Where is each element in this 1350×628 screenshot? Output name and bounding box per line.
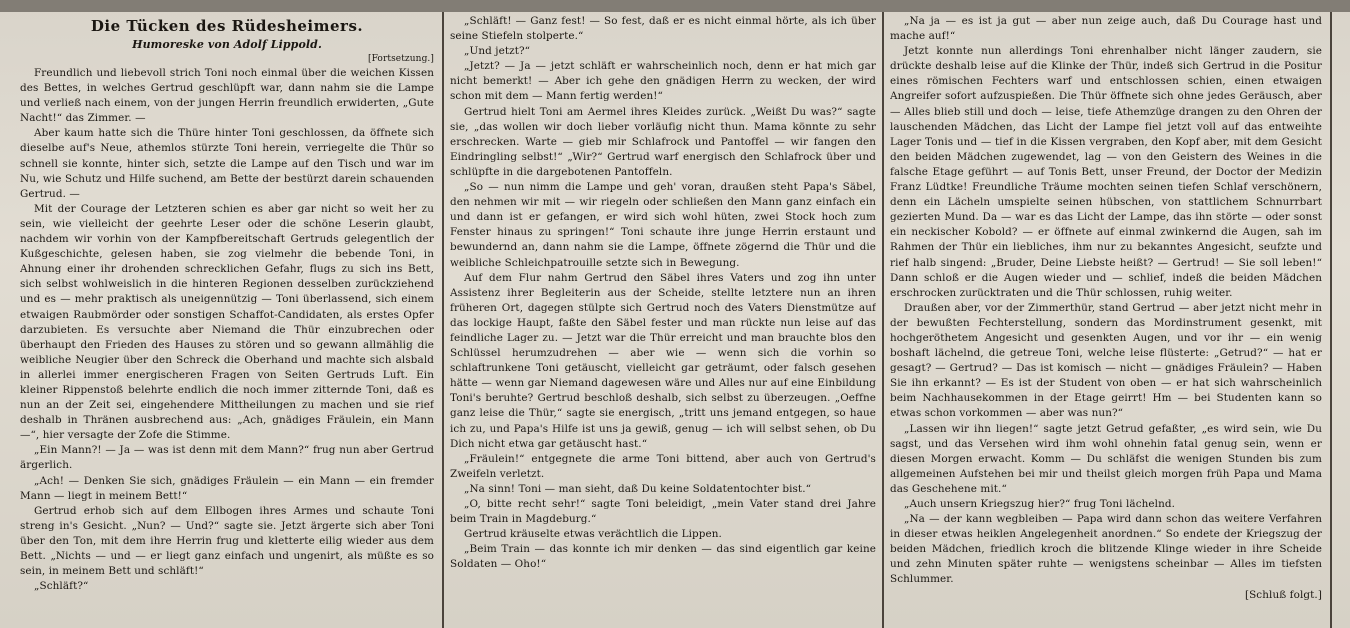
paragraph: Aber kaum hatte sich die Thüre hinter Toni geschlossen, da öffnete sich dieselbe auf's Neue, athemlos stürzte Toni herein, verriegelte die Thür so schnell sie konnte, hinter sich, setzte die Lampe auf den Tisch und war im Nu, wie Schutz und Hilfe suchend, am Bette der bestürzt darein schauenden Gertrud. —	[20, 127, 434, 200]
paragraph: „Ein Mann?! — Ja — was ist denn mit dem Mann?“ frug nun aber Gertrud ärgerlich.	[20, 444, 434, 472]
paragraph: Freundlich und liebevoll strich Toni noch einmal über die weichen Kissen des Bettes, in welches Gertrud geschlüpft war, dann nahm sie die Lampe und verließ nach einem, von der jungen Herrin freundlich erwiderten, „Gute Nacht!“ das Zimmer. —	[20, 67, 434, 125]
article-subtitle: Humoreske von Adolf Lippold.	[132, 38, 322, 51]
column-divider	[442, 12, 444, 628]
top-cropped-strip	[0, 0, 1350, 12]
article-title: Die Tücken des Rüdesheimers.	[90, 17, 364, 35]
paragraph: Gertrud hielt Toni am Aermel ihres Kleides zurück. „Weißt Du was?“ sagte sie, „das wollen wir doch lieber vorläufig nicht thun. Mama könnte zu sehr erschrecken. Warte — gieb mir Schlafrock und Pantoffel — wir fangen den Eindringling selbst!“ „Wir?“ Gertrud warf energisch den Schlafrock über und schlüpfte in die dargebotenen Pantoffeln.	[450, 105, 876, 178]
paragraph: „Na sinn! Toni — man sieht, daß Du keine Soldatentochter bist.“	[464, 482, 812, 495]
paragraph: „Ach! — Denken Sie sich, gnädiges Fräulein — ein Mann — ein fremder Mann — liegt in meinem Bett!“	[20, 474, 434, 502]
paragraph: „Jetzt? — Ja — jetzt schläft er wahrscheinlich noch, denn er hat mich gar nicht bemerkt! — Aber ich gehe den gnädigen Herrn zu wecken, der wird schon mit dem — Mann fertig werden!“	[450, 60, 876, 103]
column-divider	[882, 12, 884, 628]
paragraph: Mit der Courage der Letzteren schien es aber gar nicht so weit her zu sein, wie vielleicht der geehrte Leser oder die schöne Leserin glaubt, nachdem wir vorhin von der Kampfbereitschaft Gertruds gelegentlich der Kußgeschichte, gelesen haben, sie zog vielmehr die bebende Toni, in Ahnung einer ihr drohenden schrecklichen Gefahr, flugs zu sich ins Bett, sich selbst wohlweislich in die hinteren Regionen desselben zurückziehend und es — mehr praktisch als uneigennützig — Toni überlassend, sich einem etwaigen Raubmörder oder sonstigen Schaffot-Candidaten, als erstes Opfer darzubieten. Es versuchte aber Niemand die Thür einzubrechen oder überhaupt den Frieden des Hauses zu stören und so gewann allmählig die weibliche Neugier über den Schreck die Oberhand und machte sich alsbald in allerlei immer energischeren Fragen von Seiten Gertruds Luft. Ein kleiner Rippenstoß belehrte endlich die noch immer zitternde Toni, daß es nun an der Zeit sei, eingehendere Mittheilungen zu machen und sie rief deshalb in Thränen ausbrechend aus: „Ach, gnädiges Fräulein, ein Mann —“, hier versagte der Zofe die Stimme.	[20, 202, 434, 442]
end-note: [Schluß folgt.]	[1244, 588, 1322, 601]
paragraph: „Schläft?“	[34, 580, 89, 593]
paragraph: Gertrud erhob sich auf dem Ellbogen ihres Armes und schaute Toni streng in's Gesicht. „Nun? — Und?“ sagte sie. Jetzt ärgerte sich aber Toni über den Ton, mit dem ihre Herrin frug und kletterte eilig wieder aus dem Bett. „Nichts — und — er liegt ganz einfach und ungenirt, als müßte es so sein, in meinem Bett und schläft!“	[20, 504, 434, 578]
paragraph: Jetzt konnte nun allerdings Toni ehrenhalber nicht länger zaudern, sie drückte deshalb leise auf die Klinke der Thür, indeß sich Gertrud in die Positur eines römischen Fechters warf und entschlossen schien, einen etwaigen Angreifer sofort aufzuspießen. Die Thür öffnete sich ohne jedes Geräusch, aber — Alles blieb still und doch — leise, tiefe Athemzüge drangen zu den Ohren der lauschenden Mädchen, das Licht der Lampe fiel jetzt voll auf das entweihte Lager Tonis und — tief in die Kissen vergraben, den Kopf aber, mit dem Gesicht den beiden Mädchen zugewendet, lag — von den Geistern des Weines in die falsche Etage geführt — auf Tonis Bett, unser Freund, der Doctor der Medizin Franz Lüdtke! Freundliche Träume mochten seinen tiefen Schlaf verschönern, denn ein Lächeln umspielte seinen hübschen, von stattlichem Schnurrbart gezierten Mund. Da — war es das Licht der Lampe, das ihn störte — oder sonst ein neckischer Kobold? — er öffnete auf einmal zwinkernd die Augen, sah im Rahmen der Thür ein liebliches, ihm nur zu bekanntes Angesicht, seufzte und rief halb singend: „Bruder, Deine Liebste heißt? — Gertrud! — Sie soll leben!“ Dann schloß er die Augen wieder und — schlief, indeß die beiden Mädchen erschrocken zurücktraten und die Thür schlossen, ruhig weiter.	[890, 45, 1322, 299]
paragraph: „Na ja — es ist ja gut — aber nun zeige auch, daß Du Courage hast und mache auf!“	[890, 15, 1322, 43]
column-2	[450, 14, 876, 624]
paragraph: „Und jetzt?“	[464, 45, 531, 58]
paragraph: „Fräulein!“ entgegnete die arme Toni bittend, aber auch von Gertrud's Zweifeln verletzt.	[450, 452, 876, 480]
paragraph: „O, bitte recht sehr!“ sagte Toni beleidigt, „mein Vater stand drei Jahre beim Train in Magdeburg.“	[450, 498, 876, 526]
right-border-rule	[1330, 12, 1332, 628]
paragraph: „Schläft! — Ganz fest! — So fest, daß er es nicht einmal hörte, als ich über seine Stiefeln stolperte.“	[450, 15, 876, 43]
column-3	[890, 14, 1322, 624]
continuation-note: [Fortsetzung.]	[367, 54, 434, 64]
paragraph: „Lassen wir ihn liegen!“ sagte jetzt Getrud gefaßter, „es wird sein, wie Du sagst, und das Versehen wird ihm wohl ohnehin fatal genug sein, wenn er diesen Morgen erwacht. Komm — Du schläfst die wenigen Stunden bis zum allgemeinen Aufstehen bei mir und theilst gleich morgen früh Papa und Mama das Geschehene mit.“	[890, 422, 1322, 495]
paragraph: „So — nun nimm die Lampe und geh' voran, draußen steht Papa's Säbel, den nehmen wir mit — wir riegeln oder schließen den Mann ganz einfach ein und dann ist er gefangen, er wird sich wohl hüten, zwei Stock hoch zum Fenster hinaus zu springen!“ Toni schaute ihre junge Herrin erstaunt und bewundernd an, dann nahm sie die Lampe, öffnete zögernd die Thür und die weibliche Schleichpatrouille setzte sich in Bewegung.	[450, 181, 876, 269]
paragraph: Auf dem Flur nahm Gertrud den Säbel ihres Vaters und zog ihn unter Assistenz ihrer Begleiterin aus der Scheide, stellte letztere nun an ihren früheren Ort, dagegen stülpte sich Gertrud noch des Vaters Dienstmütze auf das lockige Haupt, faßte den Säbel fester und man rückte nun leise auf das feindliche Lager zu. — Jetzt war die Thür erreicht und man brauchte blos den Schlüssel herumzudrehen — aber wie — wenn sich die vorhin so schlaftrunkene Toni getäuscht, vielleicht gar geträumt, oder falsch gesehen hätte — wenn gar Niemand dagewesen wäre und Alles nur auf eine Einbildung Toni's beruhte? Gertrud beschloß deshalb, sich selbst zu überzeugen. „Oeffne ganz leise die Thür,“ sagte sie energisch, „tritt uns jemand entgegen, so haue ich zu, und Papa's Hilfe ist uns ja gewiß, genug — ich will selbst sehen, ob Du Dich nicht etwa gar getäuscht hast.“	[450, 271, 876, 450]
paragraph: „Beim Train — das konnte ich mir denken — das sind eigentlich gar keine Soldaten — Oho!“	[450, 543, 876, 571]
column-1	[20, 14, 434, 624]
paragraph: Draußen aber, vor der Zimmerthür, stand Gertrud — aber jetzt nicht mehr in der bewußten Fechterstellung, sondern das Mordinstrument gesenkt, mit hochgeröthetem Angesicht und gesenkten Augen, und vor ihr — ein wenig boshaft lächelnd, die getreue Toni, welche leise flüsterte: „Getrud?“ — hat er gesagt? — Gertrud? — Das ist komisch — nicht — gnädiges Fräulein? — Haben Sie ihn erkannt? — Es ist der Student von oben — er hat sich wahrscheinlich beim Nachhausekommen in der Etage geirrt! Hm — bei Studenten kann so etwas schon vorkommen — aber was nun?“	[890, 301, 1322, 420]
paragraph: „Na — der kann wegbleiben — Papa wird dann schon das weitere Verfahren in dieser etwas heiklen Angelegenheit anordnen.“ So endete der Kriegszug der beiden Mädchen, friedlich kroch die blitzende Klinge wieder in ihre Scheide und zehn Minuten später ruhte — wenigstens scheinbar — Alles im tiefsten Schlummer.	[890, 513, 1322, 586]
paragraph: Gertrud kräuselte etwas verächtlich die Lippen.	[464, 528, 722, 541]
paragraph: „Auch unsern Kriegszug hier?“ frug Toni lächelnd.	[904, 498, 1176, 510]
